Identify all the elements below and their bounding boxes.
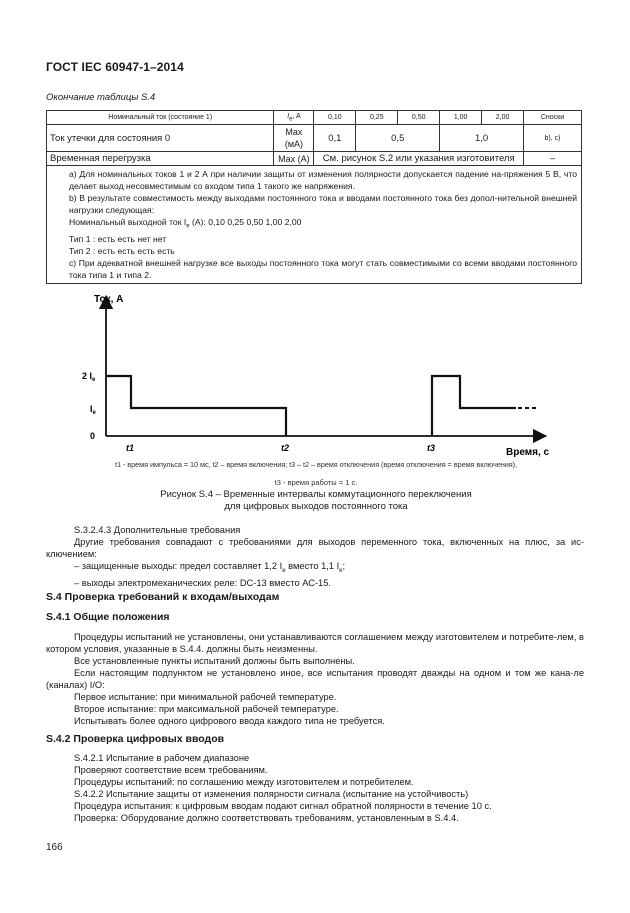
section-heading-s4: S.4 Проверка требований к входам/выходам (46, 591, 280, 603)
paragraph: Проверка: Оборудование должно соответствовать требованиям, установленным в S.4.4. (74, 813, 459, 823)
section-heading-s41: S.4.1 Общие положения (46, 611, 170, 623)
leakage-value-2: 0,5 (356, 125, 440, 152)
body-block-2 (46, 631, 584, 727)
body-block-3 (46, 752, 584, 824)
row-unit-leakage: Max (мА) (274, 125, 314, 152)
paragraph: Если настоящим подпунктом не установлено иное, все испытания проводят дважды на одном и том же кана-ле (каналах) I/O: (46, 668, 584, 690)
timing-diagram (46, 288, 586, 463)
row-label-leakage: Ток утечки для состояния 0 (47, 125, 274, 152)
table-header-row (47, 111, 582, 125)
figure-legend-line2: t3 - время работы = 1 с. (274, 478, 358, 487)
leakage-value-3: 1,0 (440, 125, 524, 152)
row-label-overload: Временная перегрузка (47, 152, 274, 166)
spec-table (46, 110, 582, 284)
pulse-1 (106, 376, 286, 436)
header-value-3: 0,50 (398, 111, 440, 125)
body-block-1 (46, 524, 584, 589)
header-notes: Сноски (524, 111, 582, 125)
tick-ie: $I_e$ (90, 404, 96, 416)
figure-title-line1: Рисунок S.4 – Временные интервалы коммутационного переключения (160, 489, 472, 500)
document-header: ГОСТ IEC 60947-1–2014 (46, 60, 184, 74)
table-row (47, 125, 582, 152)
header-value-5: 2,00 (482, 111, 524, 125)
row-unit-overload: Max (A) (274, 152, 314, 166)
note-b-line3: Тип 2 : есть есть есть есть (69, 245, 175, 256)
page-number: 166 (46, 842, 63, 853)
note-b: b) В результате совместимость между выходами постоянного тока и вводами постоянного тока без допол-нительной внешней нагрузки следующая: (69, 193, 577, 215)
table-row (47, 152, 582, 166)
paragraph: Все установленные пункты испытаний должны быть выполнены. (74, 656, 355, 666)
paragraph: Другие требования совпадают с требованиями для выходов переменного тока, включенных на плюс, за ис-ключением: (46, 537, 584, 559)
paragraph: Процедуры испытаний: по соглашению между изготовителем и потребителем. (74, 777, 414, 787)
pulse-2 (432, 376, 516, 436)
tick-zero: 0 (90, 431, 96, 441)
paragraph: – защищенные выходы: предел составляет 1,2 $I_e$ вместо 1,1 $I_e$; (74, 561, 346, 574)
overload-notes: – (524, 152, 582, 166)
note-c: c) При адекватной внешней нагрузке все выходы постоянного тока могут стать совместимыми со всеми вводами постоянного тока типа 1 и типа 2. (69, 257, 577, 280)
leakage-value-1: 0,1 (314, 125, 356, 152)
t1-label: t1 (126, 443, 135, 453)
x-axis-label: Время, с (506, 447, 550, 458)
table-notes (47, 166, 582, 284)
table-caption: Окончание таблицы S.4 (46, 92, 156, 103)
note-b-line1: Номинальный выходной ток $I_e$ (A): 0,10 0,25 0,50 1,00 2,00 (69, 217, 302, 230)
figure-title-line2: для цифровых выходов постоянного тока (224, 501, 408, 512)
header-label: Номинальный ток (состояние 1) (47, 111, 274, 125)
header-value-2: 0,25 (356, 111, 398, 125)
t3-label: t3 (427, 443, 436, 453)
header-unit: $I_e$, A (274, 111, 314, 125)
table-notes-row (47, 166, 582, 284)
paragraph: Процедура испытания: к цифровым вводам подают сигнал обратной полярности в течение 10 с. (74, 801, 492, 811)
paragraph: S.3.2.4.3 Дополнительные требования (74, 525, 241, 535)
note-a: a) Для номинальных токов 1 и 2 А при наличии защиты от изменения полярности допускается падение на-пряжения 5 В, что делает выход несовместимым со входом типа 1 такого же напряжения. (69, 169, 577, 191)
overload-value: См. рисунок S.2 или указания изготовителя (314, 152, 524, 166)
paragraph: Второе испытание: при максимальной рабочей температуре. (74, 704, 339, 714)
leakage-notes: b), c) (524, 125, 582, 152)
t2-label: t2 (281, 443, 290, 453)
figure-legend-line1: t1 - время импульса = 10 мс, t2 – время включения; t3 – t2 – время отключения (время отключения = время включения), (115, 460, 517, 469)
paragraph: Проверяют соответствие всем требованиям. (74, 765, 268, 775)
paragraph: S.4.2.1 Испытание в рабочем диапазоне (74, 753, 250, 763)
header-value-4: 1,00 (440, 111, 482, 125)
note-b-line2: Тип 1 : есть есть нет нет (69, 233, 167, 244)
paragraph: – выходы электромеханических реле: DC-13 вместо АС-15. (74, 577, 331, 588)
paragraph: S.4.2.2 Испытание защиты от изменения полярности сигнала (испытание на устойчивость) (74, 789, 469, 799)
section-heading-s42: S.4.2 Проверка цифровых вводов (46, 733, 225, 745)
paragraph: Первое испытание: при минимальной рабочей температуре. (74, 692, 337, 702)
paragraph: Испытывать более одного цифрового ввода каждого типа не требуется. (74, 716, 385, 726)
y-axis-label: Ток, А (94, 294, 124, 305)
header-value-1: 0,10 (314, 111, 356, 125)
tick-2ie: 2 $I_e$ (82, 371, 96, 383)
paragraph: Процедуры испытаний не установлены, они устанавливаются соглашением между изготовителем и потребите-лем, в котором условия, указанные в S.4.4. должны быть неизменны. (46, 632, 584, 654)
